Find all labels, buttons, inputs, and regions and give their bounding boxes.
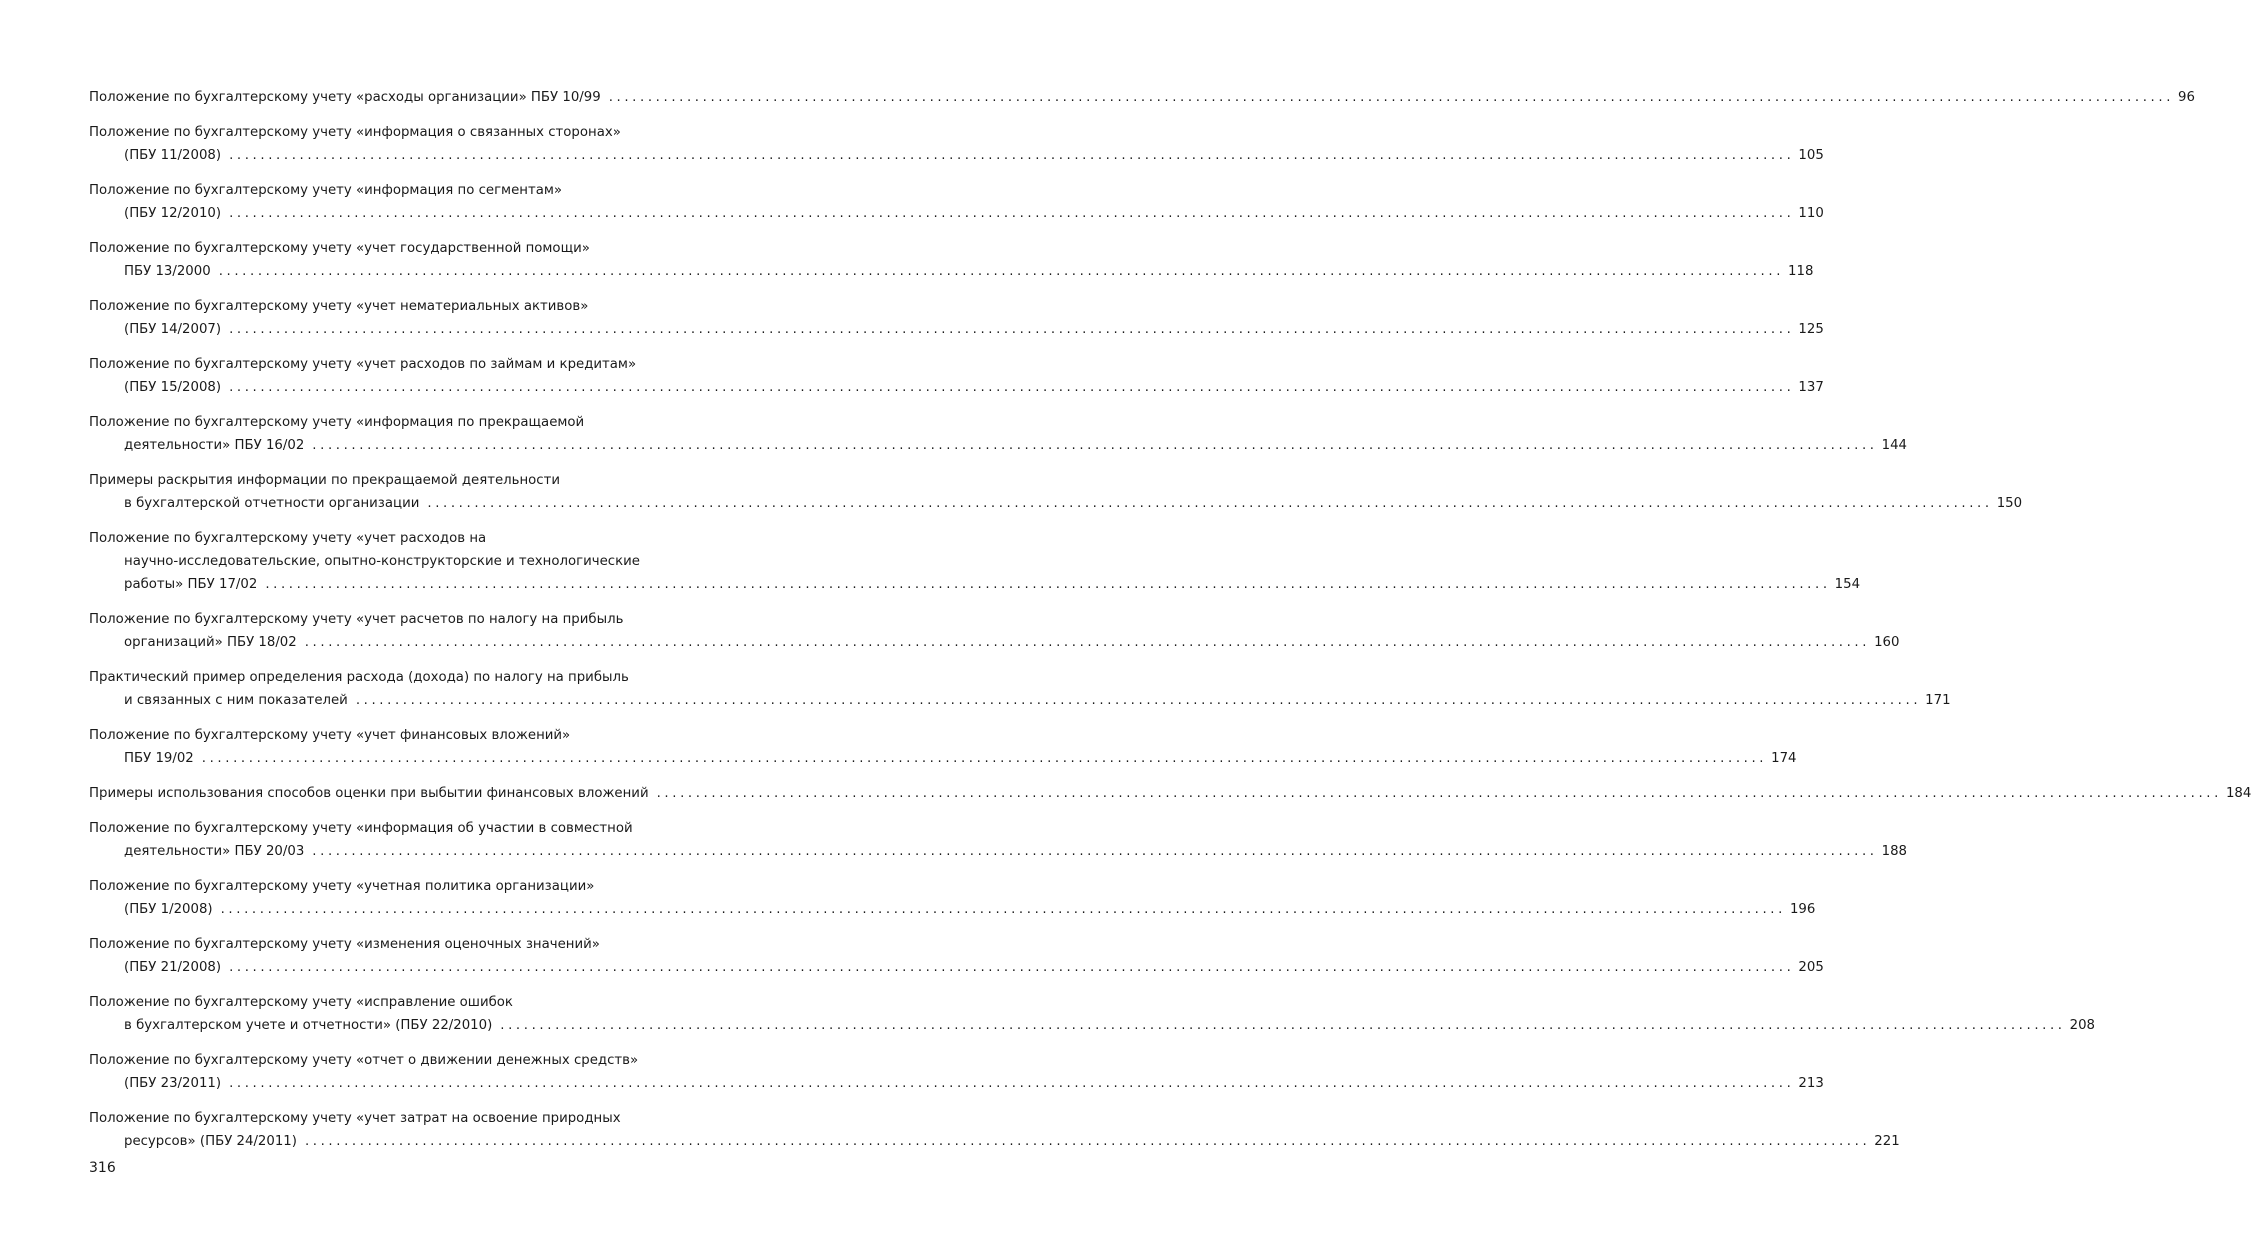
dot-leader: ........................................................................................................................................................................................................: [229, 148, 1795, 163]
toc-entry-last-line: [89, 1130, 1900, 1153]
dot-leader: ........................................................................................................................................................................................................: [229, 322, 1795, 337]
toc-entry-title-end: в бухгалтерском учете и отчетности» (ПБУ 22/2010): [124, 1018, 493, 1033]
toc-entry-page-number: 150: [1996, 496, 2023, 511]
toc-entry-title-end: Положение по бухгалтерскому учету «расходы организации» ПБУ 10/99: [89, 90, 601, 105]
toc-entry-page-number: 196: [1789, 902, 1816, 917]
toc-entry-page-number: 160: [1874, 635, 1900, 650]
dot-leader: ........................................................................................................................................................................................................: [608, 90, 2175, 105]
toc-entry-page-number: 184: [2225, 786, 2251, 801]
toc-entry-title-end: работы» ПБУ 17/02: [124, 577, 258, 592]
toc-entry: [89, 121, 1824, 167]
dot-leader: ........................................................................................................................................................................................................: [229, 206, 1795, 221]
toc-entry-last-line: [89, 434, 1908, 457]
toc-entry-title-line: Положение по бухгалтерскому учету «учет расходов по займам и кредитам»: [89, 357, 637, 372]
toc-entry: [89, 724, 1797, 770]
toc-entry-last-line: [89, 86, 2195, 109]
toc-entry-title-line: Положение по бухгалтерскому учету «учет государственной помощи»: [89, 241, 590, 256]
toc-entry: [89, 237, 1814, 283]
toc-entry-last-line: [89, 840, 1908, 863]
toc-entry-title-line: Положение по бухгалтерскому учету «учет финансовых вложений»: [89, 728, 571, 743]
toc-entry-title-end: (ПБУ 11/2008): [124, 148, 222, 163]
toc-entry-page-number: 137: [1798, 380, 1824, 395]
toc-entry-last-line: [89, 144, 1824, 167]
toc-entry-title-end: деятельности» ПБУ 16/02: [124, 438, 305, 453]
toc-entry-last-line: [89, 260, 1814, 283]
toc-entry-title-line: Практический пример определения расхода (дохода) по налогу на прибыль: [89, 670, 629, 685]
toc-entry-page-number: 144: [1881, 438, 1908, 453]
toc-entry: [89, 782, 2251, 805]
toc-entry-title-end: и связанных с ним показателей: [124, 693, 348, 708]
toc-entry-page-number: 96: [2178, 90, 2195, 105]
toc-entry-page-number: 105: [1798, 148, 1824, 163]
dot-leader: ........................................................................................................................................................................................................: [427, 496, 1993, 511]
toc-entry-title-end: ПБУ 19/02: [124, 751, 194, 766]
dot-leader: ........................................................................................................................................................................................................: [220, 902, 1786, 917]
toc-entry-last-line: [89, 956, 1824, 979]
dot-leader: ........................................................................................................................................................................................................: [312, 438, 1878, 453]
toc-entry: [89, 817, 1908, 863]
dot-leader: ........................................................................................................................................................................................................: [500, 1018, 2066, 1033]
toc-entry-title-line: Примеры раскрытия информации по прекращаемой деятельности: [89, 473, 561, 488]
toc-entry: [89, 295, 1824, 341]
toc-entry-title-line: Положение по бухгалтерскому учету «информация об участии в совместной: [89, 821, 633, 836]
toc-entry-title-end: (ПБУ 14/2007): [124, 322, 222, 337]
toc-entry-title-end: ресурсов» (ПБУ 24/2011): [124, 1134, 297, 1149]
toc-entry-last-line: [89, 573, 1861, 596]
toc-entry-page-number: 205: [1798, 960, 1824, 975]
toc-entry-title-line: Положение по бухгалтерскому учету «учет затрат на освоение природных: [89, 1111, 621, 1126]
toc-entry-title-line: Положение по бухгалтерскому учету «изменения оценочных значений»: [89, 937, 600, 952]
toc-entry-title-line: Положение по бухгалтерскому учету «исправление ошибок: [89, 995, 513, 1010]
toc-entry-title-line: Положение по бухгалтерскому учету «информация по сегментам»: [89, 183, 563, 198]
toc-entry-title-end: (ПБУ 21/2008): [124, 960, 222, 975]
dot-leader: ........................................................................................................................................................................................................: [304, 1134, 1871, 1149]
toc-entry-last-line: [89, 1014, 2096, 1037]
toc-entry-page-number: 110: [1798, 206, 1824, 221]
toc-entry-title-end: деятельности» ПБУ 20/03: [124, 844, 305, 859]
toc-entry-title-line: научно-исследовательские, опытно-конструкторские и технологические: [124, 554, 640, 569]
toc-entry-page-number: 188: [1881, 844, 1908, 859]
toc-entry: [89, 179, 1824, 225]
toc-entry-title-line: Положение по бухгалтерскому учету «информация по прекращаемой: [89, 415, 585, 430]
toc-entry-title-end: ПБУ 13/2000: [124, 264, 211, 279]
toc-entry-title-line: Положение по бухгалтерскому учету «учетная политика организации»: [89, 879, 595, 894]
dot-leader: ........................................................................................................................................................................................................: [656, 786, 2222, 801]
toc-entry: [89, 86, 2195, 109]
toc-entry-title-line: Положение по бухгалтерскому учету «учет расчетов по налогу на прибыль: [89, 612, 624, 627]
dot-leader: ........................................................................................................................................................................................................: [312, 844, 1878, 859]
toc-entry: [89, 666, 1951, 712]
toc-entry: [89, 1107, 1900, 1153]
toc-entry: [89, 933, 1824, 979]
toc-entry-title-line: Положение по бухгалтерскому учету «отчет о движении денежных средств»: [89, 1053, 639, 1068]
dot-leader: ........................................................................................................................................................................................................: [265, 577, 1831, 592]
toc-entry-page-number: 125: [1798, 322, 1824, 337]
toc-entry-title-end: (ПБУ 1/2008): [124, 902, 213, 917]
toc-entry-last-line: [89, 318, 1824, 341]
dot-leader: ........................................................................................................................................................................................................: [229, 1076, 1795, 1091]
toc-entry-last-line: [89, 689, 1951, 712]
toc-entry-last-line: [89, 492, 2023, 515]
toc-entry-page-number: 174: [1771, 751, 1797, 766]
toc-entry: [89, 991, 2096, 1037]
toc-entry-page-number: 208: [2069, 1018, 2096, 1033]
dot-leader: ........................................................................................................................................................................................................: [229, 380, 1795, 395]
toc-entry: [89, 875, 1816, 921]
toc-entry-title-line: Положение по бухгалтерскому учету «учет нематериальных активов»: [89, 299, 589, 314]
page-number: 316: [89, 1160, 116, 1176]
toc-entry-page-number: 118: [1788, 264, 1814, 279]
toc-entry-last-line: [89, 898, 1816, 921]
toc-entry-title-end: организаций» ПБУ 18/02: [124, 635, 297, 650]
dot-leader: ........................................................................................................................................................................................................: [355, 693, 1922, 708]
table-of-contents: [89, 86, 2251, 1165]
toc-entry-last-line: [89, 631, 1900, 654]
toc-entry-title-end: Примеры использования способов оценки при выбытии финансовых вложений: [89, 786, 649, 801]
toc-entry-last-line: [89, 202, 1824, 225]
dot-leader: ........................................................................................................................................................................................................: [229, 960, 1795, 975]
toc-entry-last-line: [89, 747, 1797, 770]
toc-entry-title-end: (ПБУ 23/2011): [124, 1076, 222, 1091]
toc-entry-title-end: (ПБУ 15/2008): [124, 380, 222, 395]
toc-entry: [89, 1049, 1824, 1095]
toc-entry-page-number: 171: [1925, 693, 1951, 708]
toc-entry-title-line: Положение по бухгалтерскому учету «учет расходов на: [89, 531, 487, 546]
dot-leader: ........................................................................................................................................................................................................: [218, 264, 1785, 279]
toc-entry: [89, 608, 1900, 654]
toc-entry-page-number: 221: [1874, 1134, 1900, 1149]
toc-entry: [89, 411, 1908, 457]
toc-entry: [89, 469, 2023, 515]
dot-leader: ........................................................................................................................................................................................................: [201, 751, 1768, 766]
toc-entry-title-end: (ПБУ 12/2010): [124, 206, 222, 221]
toc-entry: [89, 353, 1824, 399]
toc-entry: [89, 527, 1861, 596]
toc-entry-last-line: [89, 376, 1824, 399]
toc-entry-page-number: 154: [1834, 577, 1861, 592]
dot-leader: ........................................................................................................................................................................................................: [304, 635, 1871, 650]
toc-entry-title-line: Положение по бухгалтерскому учету «информация о связанных сторонах»: [89, 125, 621, 140]
toc-entry-last-line: [89, 1072, 1824, 1095]
toc-entry-last-line: [89, 782, 2251, 805]
toc-entry-page-number: 213: [1798, 1076, 1824, 1091]
toc-entry-title-end: в бухгалтерской отчетности организации: [124, 496, 420, 511]
